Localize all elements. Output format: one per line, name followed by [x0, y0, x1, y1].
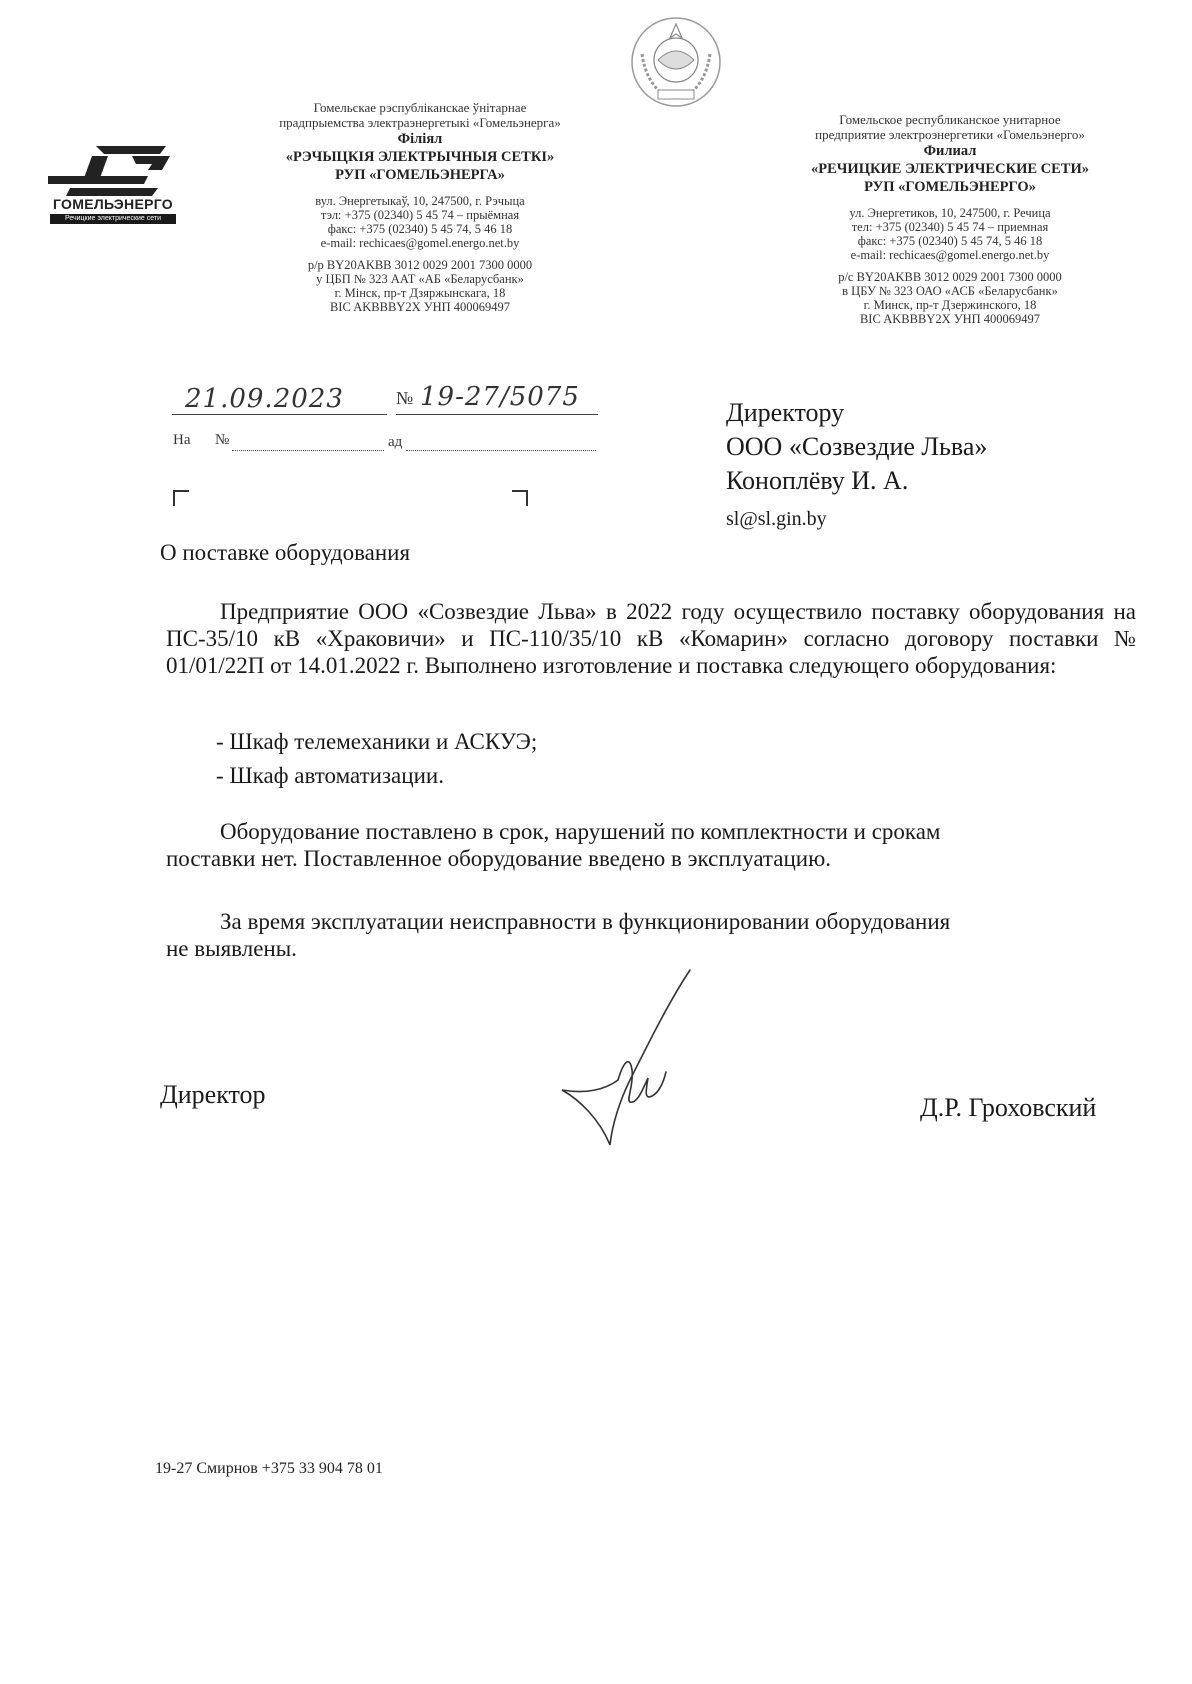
header-left-bank4: BIC AKBBBY2X УНП 400069497: [329, 300, 511, 314]
header-left-line2: прадпрыемства электраэнергетыкі «Гомельэнерга»: [279, 115, 561, 130]
signatory-name: Д.Р. Гроховский: [920, 1093, 1097, 1122]
corner-bracket-left: [173, 490, 189, 506]
header-left-bank1: р/р BY20AKBB 3012 0029 2001 7300 0000: [307, 258, 533, 272]
body-paragraph-1: [166, 598, 1136, 679]
header-left-name1: «РЭЧЫЦКІЯ ЭЛЕКТРЫЧНЫЯ СЕТКІ»: [285, 149, 555, 165]
header-left-bank3: г. Мінск, пр-т Дзяржынскага, 18: [334, 286, 506, 300]
logo-name: ГОМЕЛЬЭНЕРГО: [53, 196, 173, 212]
header-left-bank2: у ЦБП № 323 ААТ «АБ «Беларусбанк»: [316, 272, 524, 286]
registration-date: 21.09.2023: [185, 384, 344, 414]
header-right: [735, 112, 1165, 326]
reply-to-number-line: [232, 450, 384, 452]
reply-to-number-label: №: [215, 432, 230, 448]
header-right-addr2: тел: +375 (02340) 5 45 74 – приемная: [851, 220, 1049, 234]
header-right-line1: Гомельское республиканское унитарное: [839, 112, 1061, 127]
header-left-addr1: вул. Энергетыкаў, 10, 247500, г. Рэчыца: [315, 194, 525, 208]
addressee-position: Директору: [726, 398, 845, 427]
body-paragraph-2-text: Оборудование поставлено в срок, нарушений по комплектности и срокам поставки нет. Поставленное оборудование введено в эксплуатацию.: [166, 819, 941, 871]
addressee-email: sl@sl.gin.by: [726, 508, 827, 530]
header-left-line1: Гомельскае рэспубліканскае ўнітарнае: [313, 100, 527, 115]
header-right-bank4: BIC AKBBBY2X УНП 400069497: [859, 312, 1041, 326]
body-paragraph-3: [166, 908, 966, 962]
date-underline: [172, 414, 387, 415]
header-left-addr2: тэл: +375 (02340) 5 45 74 – прыёмная: [320, 208, 520, 222]
header-right-line2: предприятие электроэнергетики «Гомельэнерго»: [815, 127, 1085, 142]
addressee-name: Коноплёву И. А.: [726, 466, 909, 495]
executor-footer: 19-27 Смирнов +375 33 904 78 01: [155, 1460, 383, 1477]
equipment-item-2: - Шкаф автоматизации.: [216, 763, 444, 788]
reply-to-date-label: ад: [388, 434, 403, 450]
state-emblem-icon: [628, 14, 724, 110]
logo-subtitle: Речицкие электрические сети: [50, 214, 176, 224]
header-right-name2: РУП «ГОМЕЛЬЭНЕРГО»: [864, 179, 1036, 195]
header-right-bank3: г. Минск, пр-т Дзержинского, 18: [863, 298, 1037, 312]
reply-to-date-line: [406, 450, 596, 452]
registration-number-label: №: [396, 388, 414, 408]
addressee-company: ООО «Созвездие Льва»: [726, 432, 988, 461]
body-paragraph-2: [166, 818, 1026, 872]
header-left-branch: Філіял: [397, 131, 443, 147]
header-right-branch: Филиал: [923, 143, 977, 159]
letter-subject: О поставке оборудования: [160, 540, 411, 565]
number-underline: [396, 414, 598, 415]
header-left-name2: РУП «ГОМЕЛЬЭНЕРГА»: [335, 167, 505, 183]
header-left: [200, 100, 640, 314]
body-paragraph-1-text: Предприятие ООО «Созвездие Льва» в 2022 году осуществило поставку оборудования на ПС-35/10 кВ «Храковичи» и ПС-110/35/10 кВ «Комарин» согласно договору поставки № 01/01/22П от 14.01.2022 г. Выполнено изготовление и поставка следующего оборудования:: [166, 599, 1136, 678]
handwritten-signature-icon: [560, 960, 700, 1150]
equipment-item-1: - Шкаф телемеханики и АСКУЭ;: [216, 729, 538, 754]
reply-to-label: На: [173, 432, 191, 448]
corner-bracket-right: [512, 490, 528, 506]
header-left-addr3: факс: +375 (02340) 5 45 74, 5 46 18: [327, 222, 513, 236]
signatory-role: Директор: [160, 1080, 266, 1109]
header-right-addr3: факс: +375 (02340) 5 45 74, 5 46 18: [857, 234, 1043, 248]
header-right-bank2: в ЦБУ № 323 ОАО «АСБ «Беларусбанк»: [842, 284, 1058, 298]
header-right-addr4: e-mail: rechicaes@gomel.energo.net.by: [850, 248, 1050, 262]
header-right-name1: «РЕЧИЦКИЕ ЭЛЕКТРИЧЕСКИЕ СЕТИ»: [811, 161, 1089, 177]
header-right-bank1: р/с BY20AKBB 3012 0029 2001 7300 0000: [838, 270, 1062, 284]
header-left-addr4: e-mail: rechicaes@gomel.energo.net.by: [320, 236, 520, 250]
registration-number: 19-27/5075: [420, 382, 580, 412]
header-right-addr1: ул. Энергетиков, 10, 247500, г. Речица: [849, 206, 1051, 220]
body-paragraph-3-text: За время эксплуатации неисправности в функционировании оборудования не выявлены.: [166, 909, 951, 961]
